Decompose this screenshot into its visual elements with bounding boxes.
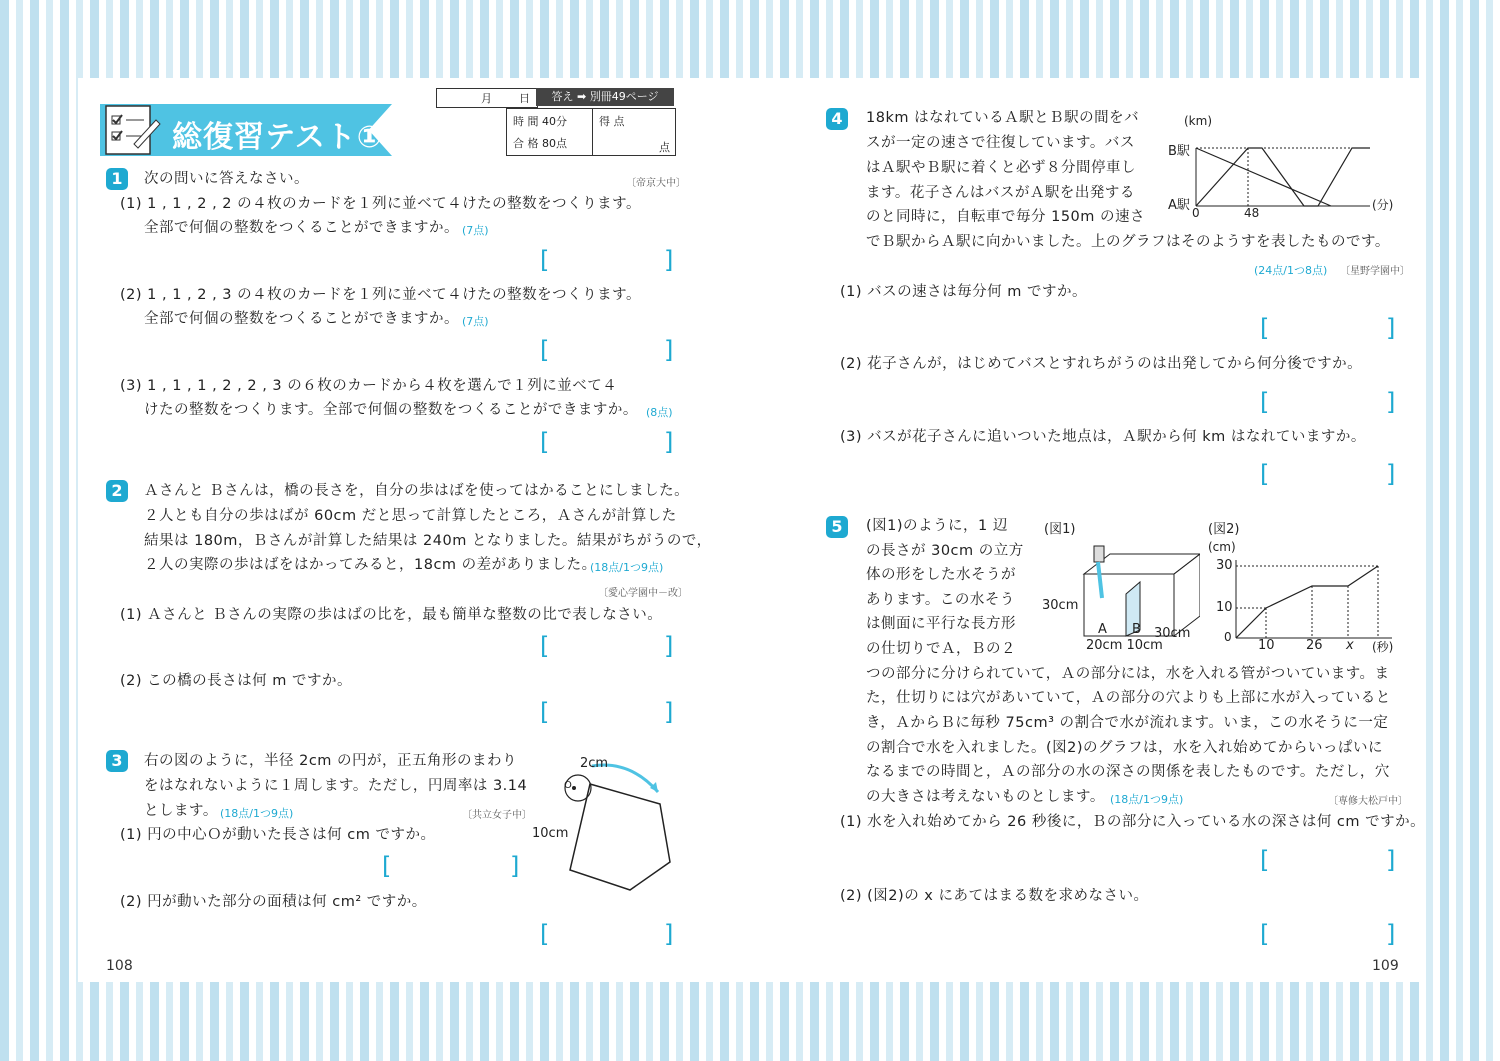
answer-bracket-left: [	[1260, 314, 1270, 342]
question-number-2: 2	[106, 480, 128, 502]
answer-bracket-left: [	[382, 852, 392, 880]
fig2-x10: 10	[1258, 638, 1275, 653]
fig-center-label: O	[564, 780, 572, 791]
q4-sub1: (1) バスの速さは毎分何 m ですか。	[840, 284, 1087, 300]
q2-sub1: (1) Ａさんと Ｂさんの実際の歩はばの比を，最も簡単な整数の比で表しなさい。	[120, 607, 663, 623]
fig1-depth-label: 30cm	[1154, 626, 1191, 641]
answer-bracket-left: [	[1260, 388, 1270, 416]
q5-sub2: (2) (図2)の x にあてはまる数を求めなさい。	[840, 888, 1149, 904]
answer-bracket-left: [	[1260, 846, 1270, 874]
q1-part3-line1: (3) 1 , 1 , 1 , 2 , 2 , 3 の６枚のカードから４枚を選んで１列に並べて４	[120, 378, 618, 394]
q1-part1-line2: 全部で何個の整数をつくることができますか。	[144, 220, 459, 236]
time-limit: 時 間 40分	[513, 115, 567, 128]
checklist-icon	[104, 104, 164, 156]
fig2-origin: 0	[1224, 630, 1232, 644]
answer-bracket-right: ]	[1386, 460, 1396, 488]
score-box	[592, 108, 676, 156]
page-number-right: 109	[1372, 958, 1399, 974]
q4-points: (24点/1つ8点)	[1254, 264, 1328, 277]
time-pass-box	[506, 108, 594, 156]
answer-bracket-right: ]	[510, 852, 520, 880]
q2-line2: ２人とも自分の歩はばが 60cm だと思って計算したところ，Ａさんが計算した	[144, 508, 677, 524]
q5-source: 〔専修大松戸中〕	[1328, 796, 1408, 807]
fig2-x26: 26	[1306, 638, 1323, 653]
score-unit: 点	[659, 141, 670, 154]
q1-part3-line2: けたの整数をつくります。全部で何個の整数をつくることができますか。	[144, 402, 638, 418]
answer-bracket-right: ]	[1386, 388, 1396, 416]
fig1-a-label: A	[1098, 622, 1107, 637]
q1-instruction: 次の問いに答えなさい。	[144, 171, 309, 187]
answer-bracket-right: ]	[1386, 314, 1396, 342]
page-number-left: 108	[106, 958, 133, 974]
q4-sub3: (3) バスが花子さんに追いついた地点は，Ａ駅から何 km はなれていますか。	[840, 429, 1366, 445]
q3-line3: とします。	[144, 803, 218, 819]
q5-sub1: (1) 水を入れ始めてから 26 秒後に，Ｂの部分に入っている水の深さは何 cm ですか。	[840, 814, 1426, 830]
fig-radius-label: 2cm	[580, 756, 609, 771]
fig1-bottom-label: 20cm 10cm	[1086, 638, 1163, 653]
q1-part2-points: (7点)	[462, 315, 489, 328]
q5-line8: た，仕切りには穴があいていて，Ａの部分の穴よりも上部に水が入っていると	[866, 690, 1391, 706]
q5-line1: (図1)のように，1 辺	[866, 518, 1008, 534]
pass-score: 合 格 80点	[513, 137, 567, 150]
q5-line2: の長さが 30cm の立方	[866, 543, 1024, 559]
question-number-5: 5	[826, 516, 848, 538]
q1-part1-points: (7点)	[462, 224, 489, 237]
fig2-xx: x	[1346, 638, 1354, 653]
graph-y-unit: (km)	[1184, 114, 1213, 128]
answer-bracket-left: [	[540, 246, 550, 274]
q3-points: (18点/1つ9点)	[220, 807, 294, 820]
q5-line5: は側面に平行な長方形	[866, 616, 1016, 632]
q5-line3: 体の形をした水そうが	[866, 567, 1016, 583]
q4-sub2: (2) 花子さんが，はじめてバスとすれちがうのは出発してから何分後ですか。	[840, 356, 1363, 372]
q3-sub2: (2) 円が動いた部分の面積は何 cm² ですか。	[120, 894, 427, 910]
q4-line3: はＡ駅やＢ駅に着くと必ず８分間停車し	[866, 160, 1136, 176]
q4-line4: ます。花子さんはバスがＡ駅を出発する	[866, 185, 1135, 201]
fig1-b-label: B	[1132, 622, 1141, 637]
fig1-height-label: 30cm	[1042, 598, 1079, 613]
q2-sub2: (2) この橋の長さは何 m ですか。	[120, 673, 352, 689]
q1-source: 〔帝京大中〕	[626, 178, 686, 189]
q4-source: 〔星野学園中〕	[1340, 266, 1410, 277]
q1-part2-line1: (2) 1 , 1 , 2 , 3 の４枚のカードを１列に並べて４けたの整数をつくります。	[120, 287, 641, 303]
day-label: 日	[519, 92, 530, 105]
q5-line12: の大きさは考えないものとします。	[866, 789, 1105, 805]
q3-sub1: (1) 円の中心Ｏが動いた長さは何 cm ですか。	[120, 827, 436, 843]
answer-bracket-right: ]	[664, 920, 674, 948]
page-title: 総復習テスト①	[172, 120, 384, 155]
answer-reference: 答え ➡ 別冊49ページ	[536, 88, 674, 106]
q1-part3-points: (8点)	[646, 406, 673, 419]
answer-bracket-right: ]	[664, 336, 674, 364]
q5-line6: の仕切りでＡ，Ｂの２	[866, 641, 1016, 657]
question-number-3: 3	[106, 750, 128, 772]
q1-part1-line1: (1) 1 , 1 , 2 , 2 の４枚のカードを１列に並べて４けたの整数をつくります。	[120, 196, 641, 212]
graph-b-station: B駅	[1168, 144, 1190, 159]
score-label: 得 点	[599, 115, 625, 128]
q2-line3: 結果は 180m，Ｂさんが計算した結果は 240m となりました。結果がちがうので，	[144, 533, 712, 549]
graph-x-unit: (分)	[1372, 198, 1394, 212]
month-label: 月	[481, 92, 492, 105]
answer-bracket-right: ]	[664, 428, 674, 456]
answer-bracket-right: ]	[1386, 846, 1396, 874]
q2-line4: ２人の実際の歩はばをはかってみると，18cm の差がありました。	[144, 557, 597, 573]
q2-source: 〔愛心学園中－改〕	[598, 588, 688, 599]
q3-source: 〔共立女子中〕	[462, 810, 532, 821]
answer-bracket-left: [	[1260, 460, 1270, 488]
answer-bracket-left: [	[1260, 920, 1270, 948]
q5-line11: なるまでの時間と，Ａの部分の水の深さの関係を表したものです。ただし，穴	[866, 764, 1390, 780]
q1-part2-line2: 全部で何個の整数をつくることができますか。	[144, 311, 459, 327]
answer-bracket-left: [	[540, 920, 550, 948]
question-number-1: 1	[106, 168, 128, 190]
answer-bracket-left: [	[540, 336, 550, 364]
answer-bracket-right: ]	[664, 246, 674, 274]
q5-line10: の割合で水を入れました。(図2)のグラフは，水を入れ始めてからいっぱいに	[866, 740, 1384, 756]
q5-line4: あります。この水そう	[866, 592, 1015, 608]
fig2-10: 10	[1216, 600, 1233, 615]
answer-bracket-left: [	[540, 632, 550, 660]
date-box	[436, 88, 538, 108]
q4-line5: のと同時に，自転車で毎分 150m の速さ	[866, 209, 1146, 225]
answer-bracket-right: ]	[1386, 920, 1396, 948]
fig-side-label: 10cm	[532, 826, 569, 841]
fig2-unit: (cm)	[1208, 540, 1236, 554]
q2-points: (18点/1つ9点)	[590, 561, 664, 574]
question-number-4: 4	[826, 108, 848, 130]
q4-line2: スが一定の速さで往復しています。バス	[866, 135, 1135, 151]
q5-points: (18点/1つ9点)	[1110, 793, 1184, 806]
bus-graph	[1166, 112, 1406, 222]
fig2-30: 30	[1216, 558, 1233, 573]
q2-line1: Ａさんと Ｂさんは，橋の長さを，自分の歩はばを使ってはかることにしました。	[144, 483, 690, 499]
answer-bracket-right: ]	[664, 632, 674, 660]
q5-line7: つの部分に分けられていて，Ａの部分には，水を入れる管がついています。ま	[866, 666, 1390, 682]
fig2-sec: (秒)	[1372, 640, 1394, 654]
graph-48: 48	[1244, 206, 1260, 220]
graph-a-station: A駅	[1168, 198, 1190, 213]
answer-bracket-right: ]	[664, 698, 674, 726]
depth-graph	[1220, 550, 1400, 650]
q5-line9: き，ＡからＢに毎秒 75cm³ の割合で水が流れます。いま，この水そうに一定	[866, 715, 1389, 731]
answer-bracket-left: [	[540, 428, 550, 456]
q4-line6: でＢ駅からＡ駅に向かいました。上のグラフはそのようすを表したものです。	[866, 234, 1390, 250]
q4-line1: 18km はなれているＡ駅とＢ駅の間をバ	[866, 110, 1140, 126]
answer-bracket-left: [	[540, 698, 550, 726]
graph-origin: 0	[1192, 206, 1200, 220]
q3-line2: をはなれないように１周します。ただし，円周率は 3.14	[144, 778, 528, 794]
fig1-label: (図1)	[1044, 522, 1076, 537]
q3-line1: 右の図のように，半径 2cm の円が，正五角形のまわり	[144, 753, 518, 769]
fig2-label: (図2)	[1208, 522, 1240, 537]
